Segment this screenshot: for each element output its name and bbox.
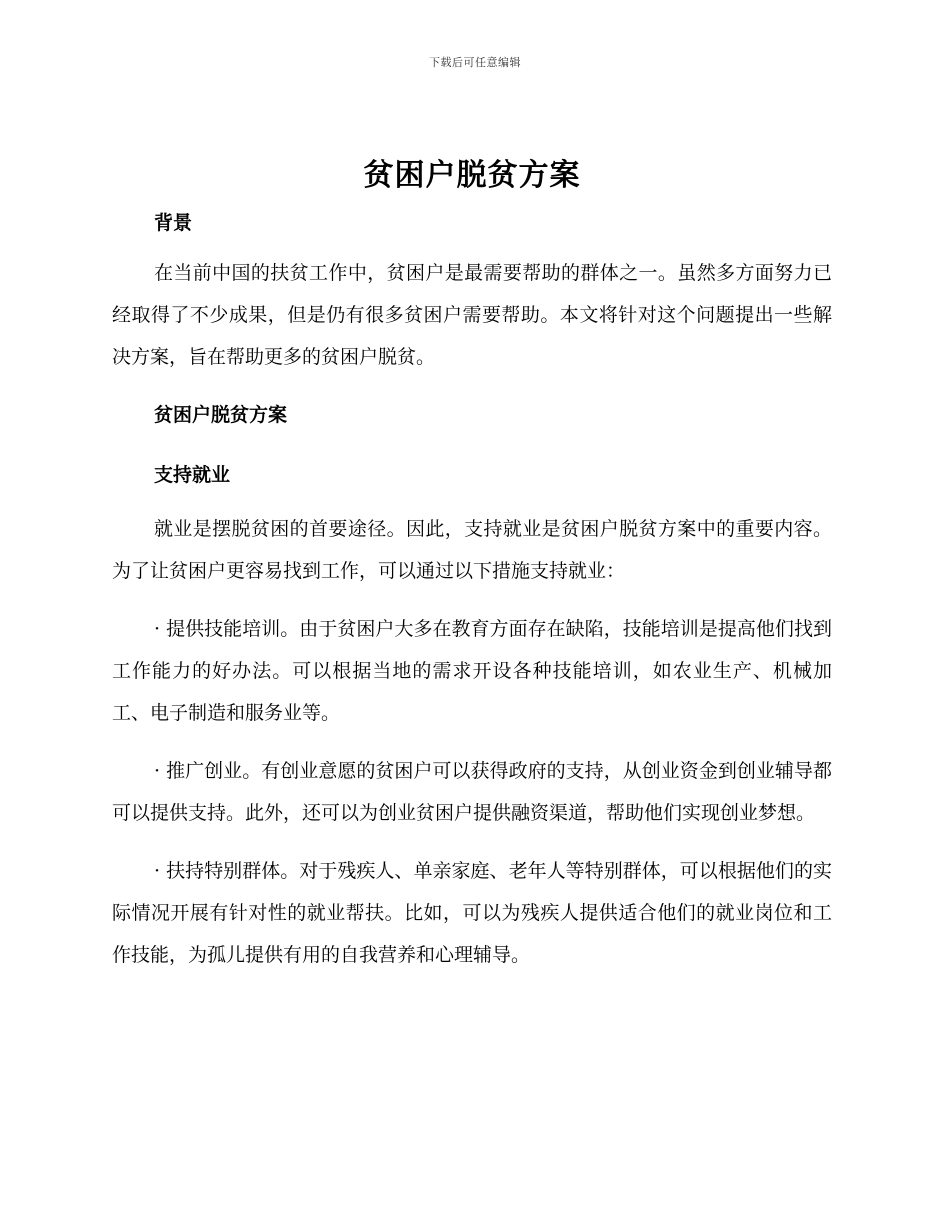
section-heading-support-employment: 支持就业 — [154, 464, 231, 486]
document-title: 贫困户脱贫方案 — [363, 158, 581, 193]
support-employment-intro: 就业是摆脱贫困的首要途径。因此，支持就业是贫困户脱贫方案中的重要内容。为了让贫困户更容易找到工作，可以通过以下措施支持就业： — [112, 518, 832, 582]
section-heading-background: 背景 — [154, 212, 193, 234]
bullet-skill-training: · 提供技能培训。由于贫困户大多在教育方面存在缺陷，技能培训是提高他们找到工作能力的好办法。可以根据当地的需求开设各种技能培训，如农业生产、机械加工、电子制造和服务业等。 — [112, 618, 832, 724]
page-header-note: 下载后可任意编辑 — [429, 56, 521, 69]
document-body — [112, 150, 832, 976]
section-heading-plan: 贫困户脱贫方案 — [154, 404, 288, 426]
bullet-promote-entrepreneurship: · 推广创业。有创业意愿的贫困户可以获得政府的支持，从创业资金到创业辅导都可以提供支持。此外，还可以为创业贫困户提供融资渠道，帮助他们实现创业梦想。 — [112, 760, 832, 824]
bullet-special-groups: · 扶持特别群体。对于残疾人、单亲家庭、老年人等特别群体，可以根据他们的实际情况开展有针对性的就业帮扶。比如，可以为残疾人提供适合他们的就业岗位和工作技能，为孤儿提供有用的自我营养和心理辅导。 — [112, 860, 832, 966]
background-paragraph: 在当前中国的扶贫工作中，贫困户是最需要帮助的群体之一。虽然多方面努力已经取得了不少成果，但是仍有很多贫困户需要帮助。本文将针对这个问题提出一些解决方案，旨在帮助更多的贫困户脱贫。 — [112, 262, 832, 368]
